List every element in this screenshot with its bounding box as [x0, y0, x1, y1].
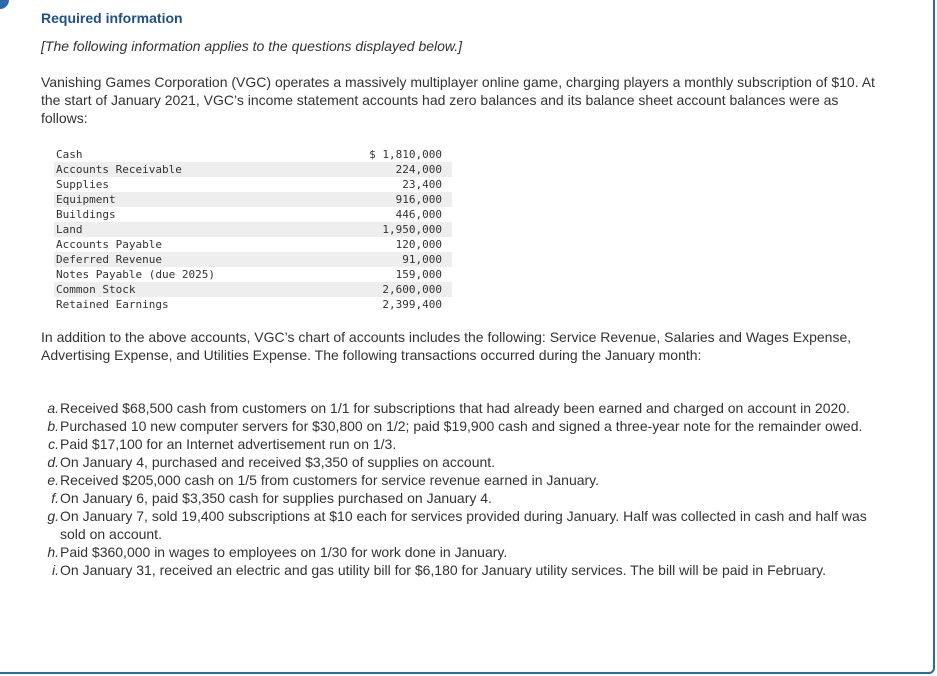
account-row — [54, 282, 452, 297]
transaction-item — [41, 399, 891, 417]
transaction-item — [41, 471, 891, 489]
account-name: Accounts Payable — [56, 238, 162, 251]
account-amount: 916,000 — [395, 193, 442, 206]
account-row — [54, 192, 452, 207]
account-row — [54, 222, 452, 237]
account-row — [54, 267, 452, 282]
transaction-letter: b. — [47, 418, 59, 434]
transaction-letter: h. — [47, 544, 59, 560]
transaction-text: On January 31, received an electric and gas utility bill for $6,180 for January utility services. The bill will be paid in February. — [60, 562, 826, 578]
account-amount: 2,600,000 — [382, 283, 442, 296]
account-row — [54, 207, 452, 222]
transaction-item — [41, 417, 891, 435]
account-name: Common Stock — [56, 283, 136, 296]
chart-of-accounts-paragraph: In addition to the above accounts, VGC’s chart of accounts includes the following: Service Revenue, Salaries and Wages Expense, Advertising Expense, and Utilities Expense. The following transactions occurred during the January month: — [41, 329, 852, 363]
transaction-item — [41, 453, 891, 471]
account-name: Supplies — [56, 178, 109, 191]
account-row — [54, 147, 452, 162]
corner-marker — [0, 0, 9, 9]
account-row — [54, 177, 452, 192]
account-row — [54, 297, 452, 312]
transaction-item — [41, 543, 891, 561]
account-balances-table — [54, 147, 452, 312]
account-row — [54, 162, 452, 177]
transaction-list — [41, 399, 891, 579]
account-name: Accounts Receivable — [56, 163, 182, 176]
transaction-item — [41, 435, 891, 453]
account-amount: 120,000 — [395, 238, 442, 251]
account-amount: 224,000 — [395, 163, 442, 176]
transaction-letter: d. — [47, 454, 59, 470]
account-name: Land — [56, 223, 83, 236]
transaction-item — [41, 561, 891, 579]
transaction-letter: e. — [47, 472, 59, 488]
transaction-text: On January 6, paid $3,350 cash for supplies purchased on January 4. — [60, 490, 492, 506]
transaction-text: Purchased 10 new computer servers for $30,800 on 1/2; paid $19,900 cash and signed a three-year note for the remainder owed. — [60, 418, 863, 434]
transaction-item — [41, 507, 891, 543]
account-name: Retained Earnings — [56, 298, 169, 311]
account-amount: $ 1,810,000 — [369, 148, 442, 161]
transaction-text: On January 4, purchased and received $3,350 of supplies on account. — [60, 454, 496, 470]
transaction-text: Paid $17,100 for an Internet advertisement run on 1/3. — [60, 436, 397, 452]
account-amount: 23,400 — [402, 178, 442, 191]
section-subtitle: [The following information applies to the questions displayed below.] — [41, 38, 463, 54]
transaction-item — [41, 489, 891, 507]
account-row — [54, 252, 452, 267]
transaction-text: Paid $360,000 in wages to employees on 1/30 for work done in January. — [60, 544, 508, 560]
account-name: Notes Payable (due 2025) — [56, 268, 215, 281]
account-name: Cash — [56, 148, 83, 161]
transaction-text: On January 7, sold 19,400 subscriptions at $10 each for services provided during January. Half was collected in cash and half was sold on account. — [60, 508, 867, 542]
account-name: Buildings — [56, 208, 116, 221]
transaction-letter: i. — [52, 562, 59, 578]
transaction-letter: g. — [47, 508, 59, 524]
account-name: Deferred Revenue — [56, 253, 162, 266]
transaction-letter: c. — [48, 436, 59, 452]
account-amount: 1,950,000 — [382, 223, 442, 236]
transaction-text: Received $68,500 cash from customers on 1/1 for subscriptions that had already been earned and charged on account in 2020. — [60, 400, 850, 416]
account-amount: 159,000 — [395, 268, 442, 281]
account-row — [54, 237, 452, 252]
transaction-letter: a. — [47, 400, 59, 416]
account-amount: 91,000 — [402, 253, 442, 266]
account-amount: 446,000 — [395, 208, 442, 221]
intro-paragraph: Vanishing Games Corporation (VGC) operates a massively multiplayer online game, charging players a monthly subscription of $10. At the start of January 2021, VGC’s income statement accounts had zero balances and its balance sheet account balances were as follows: — [41, 74, 875, 126]
section-title: Required information — [41, 10, 183, 26]
account-name: Equipment — [56, 193, 116, 206]
transaction-letter: f. — [51, 490, 59, 506]
transaction-text: Received $205,000 cash on 1/5 from customers for service revenue earned in January. — [60, 472, 600, 488]
account-amount: 2,399,400 — [382, 298, 442, 311]
